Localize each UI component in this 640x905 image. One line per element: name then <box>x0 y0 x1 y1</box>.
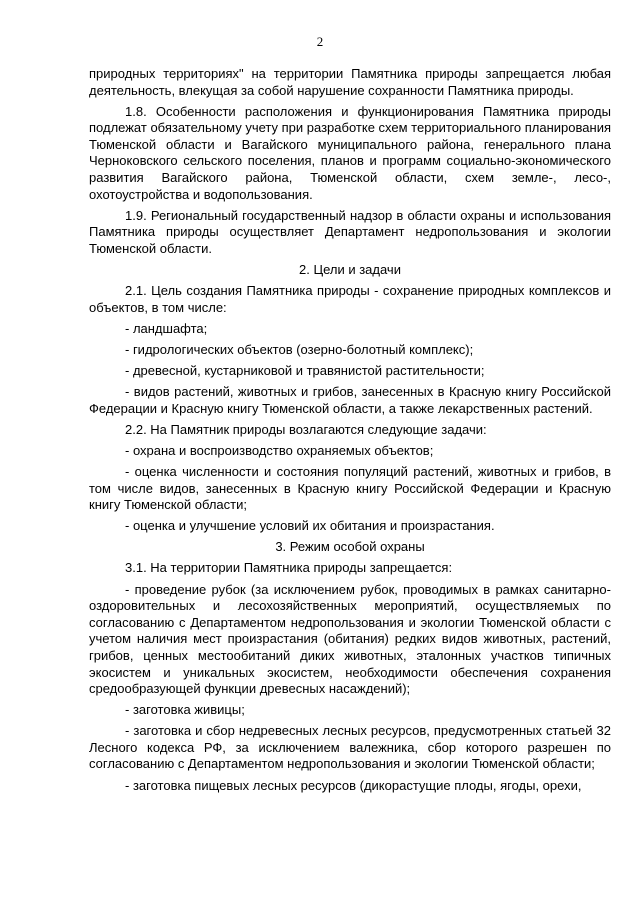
list-item: - заготовка живицы; <box>125 702 245 718</box>
section-heading-2: 2. Цели и задачи <box>299 262 401 278</box>
paragraph-1-8: 1.8. Особенности расположения и функционирования Памятника природы подлежат обязательному учету при разработке схем территориального планирования Тюменской области и Вагайского муниципального района, генерального плана Черноковского сельского поселения, планов и программ социально-экономического развития Вагайского района, Тюменской области, схем земле-, лесо-, охотоустройства и водопользования. <box>89 103 611 202</box>
document-body <box>89 66 611 799</box>
paragraph-1-9: 1.9. Региональный государственный надзор в области охраны и использования Памятника природы осуществляет Департамент недропользования и экологии Тюменской области. <box>89 207 611 256</box>
list-item: - ландшафта; <box>125 320 208 336</box>
paragraph-2-1: 2.1. Цель создания Памятника природы - сохранение природных комплексов и объектов, в том числе: <box>89 283 611 315</box>
list-item: - заготовка и сбор недревесных лесных ресурсов, предусмотренных статьей 32 Лесного кодекса РФ, за исключением валежника, сбор которого разрешен по согласованию с Департаментом недропользования и экологии Тюменской области; <box>89 723 611 772</box>
list-item: - древесной, кустарниковой и травянистой растительности; <box>125 363 485 378</box>
paragraph-2-2: 2.2. На Памятник природы возлагаются следующие задачи: <box>125 421 487 437</box>
page-number: 2 <box>316 34 324 49</box>
list-item: - проведение рубок (за исключением рубок, проводимых в рамках санитарно-оздоровительных и лесохозяйственных мероприятий, осуществляемых по согласованию с Департаментом недропользования и экологии Тюменской области с учетом наличия мест произрастания (обитания) редких видов животных, растений, грибов, ценных местообитаний диких животных, эталонных участков типичных экосистем и уникальных экосистем, необходимости обеспечения сохранения средообразующей функции древесных насаждений); <box>89 581 611 697</box>
paragraph-3-1: 3.1. На территории Памятника природы запрещается: <box>125 560 453 576</box>
list-item: - охрана и воспроизводство охраняемых объектов; <box>125 442 434 458</box>
list-item: - оценка и улучшение условий их обитания и произрастания. <box>125 518 495 534</box>
paragraph-continuation: природных территориях" на территории Памятника природы запрещается любая деятельность, влекущая за собой нарушение сохранности Памятника природы. <box>89 66 611 98</box>
list-item: - гидрологических объектов (озерно-болотный комплекс); <box>125 341 474 357</box>
list-item: - заготовка пищевых лесных ресурсов (дикорастущие плоды, ягоды, орехи, <box>125 777 582 793</box>
list-item: - оценка численности и состояния популяций растений, животных и грибов, в том числе видов, занесенных в Красную книгу Российской Федерации и Красную книгу Тюменской области; <box>89 463 611 513</box>
list-item: - видов растений, животных и грибов, занесенных в Красную книгу Российской Федерации и Красную книгу Тюменской области, а также лекарственных растений. <box>89 384 611 416</box>
section-heading-3: 3. Режим особой охраны <box>275 539 425 555</box>
